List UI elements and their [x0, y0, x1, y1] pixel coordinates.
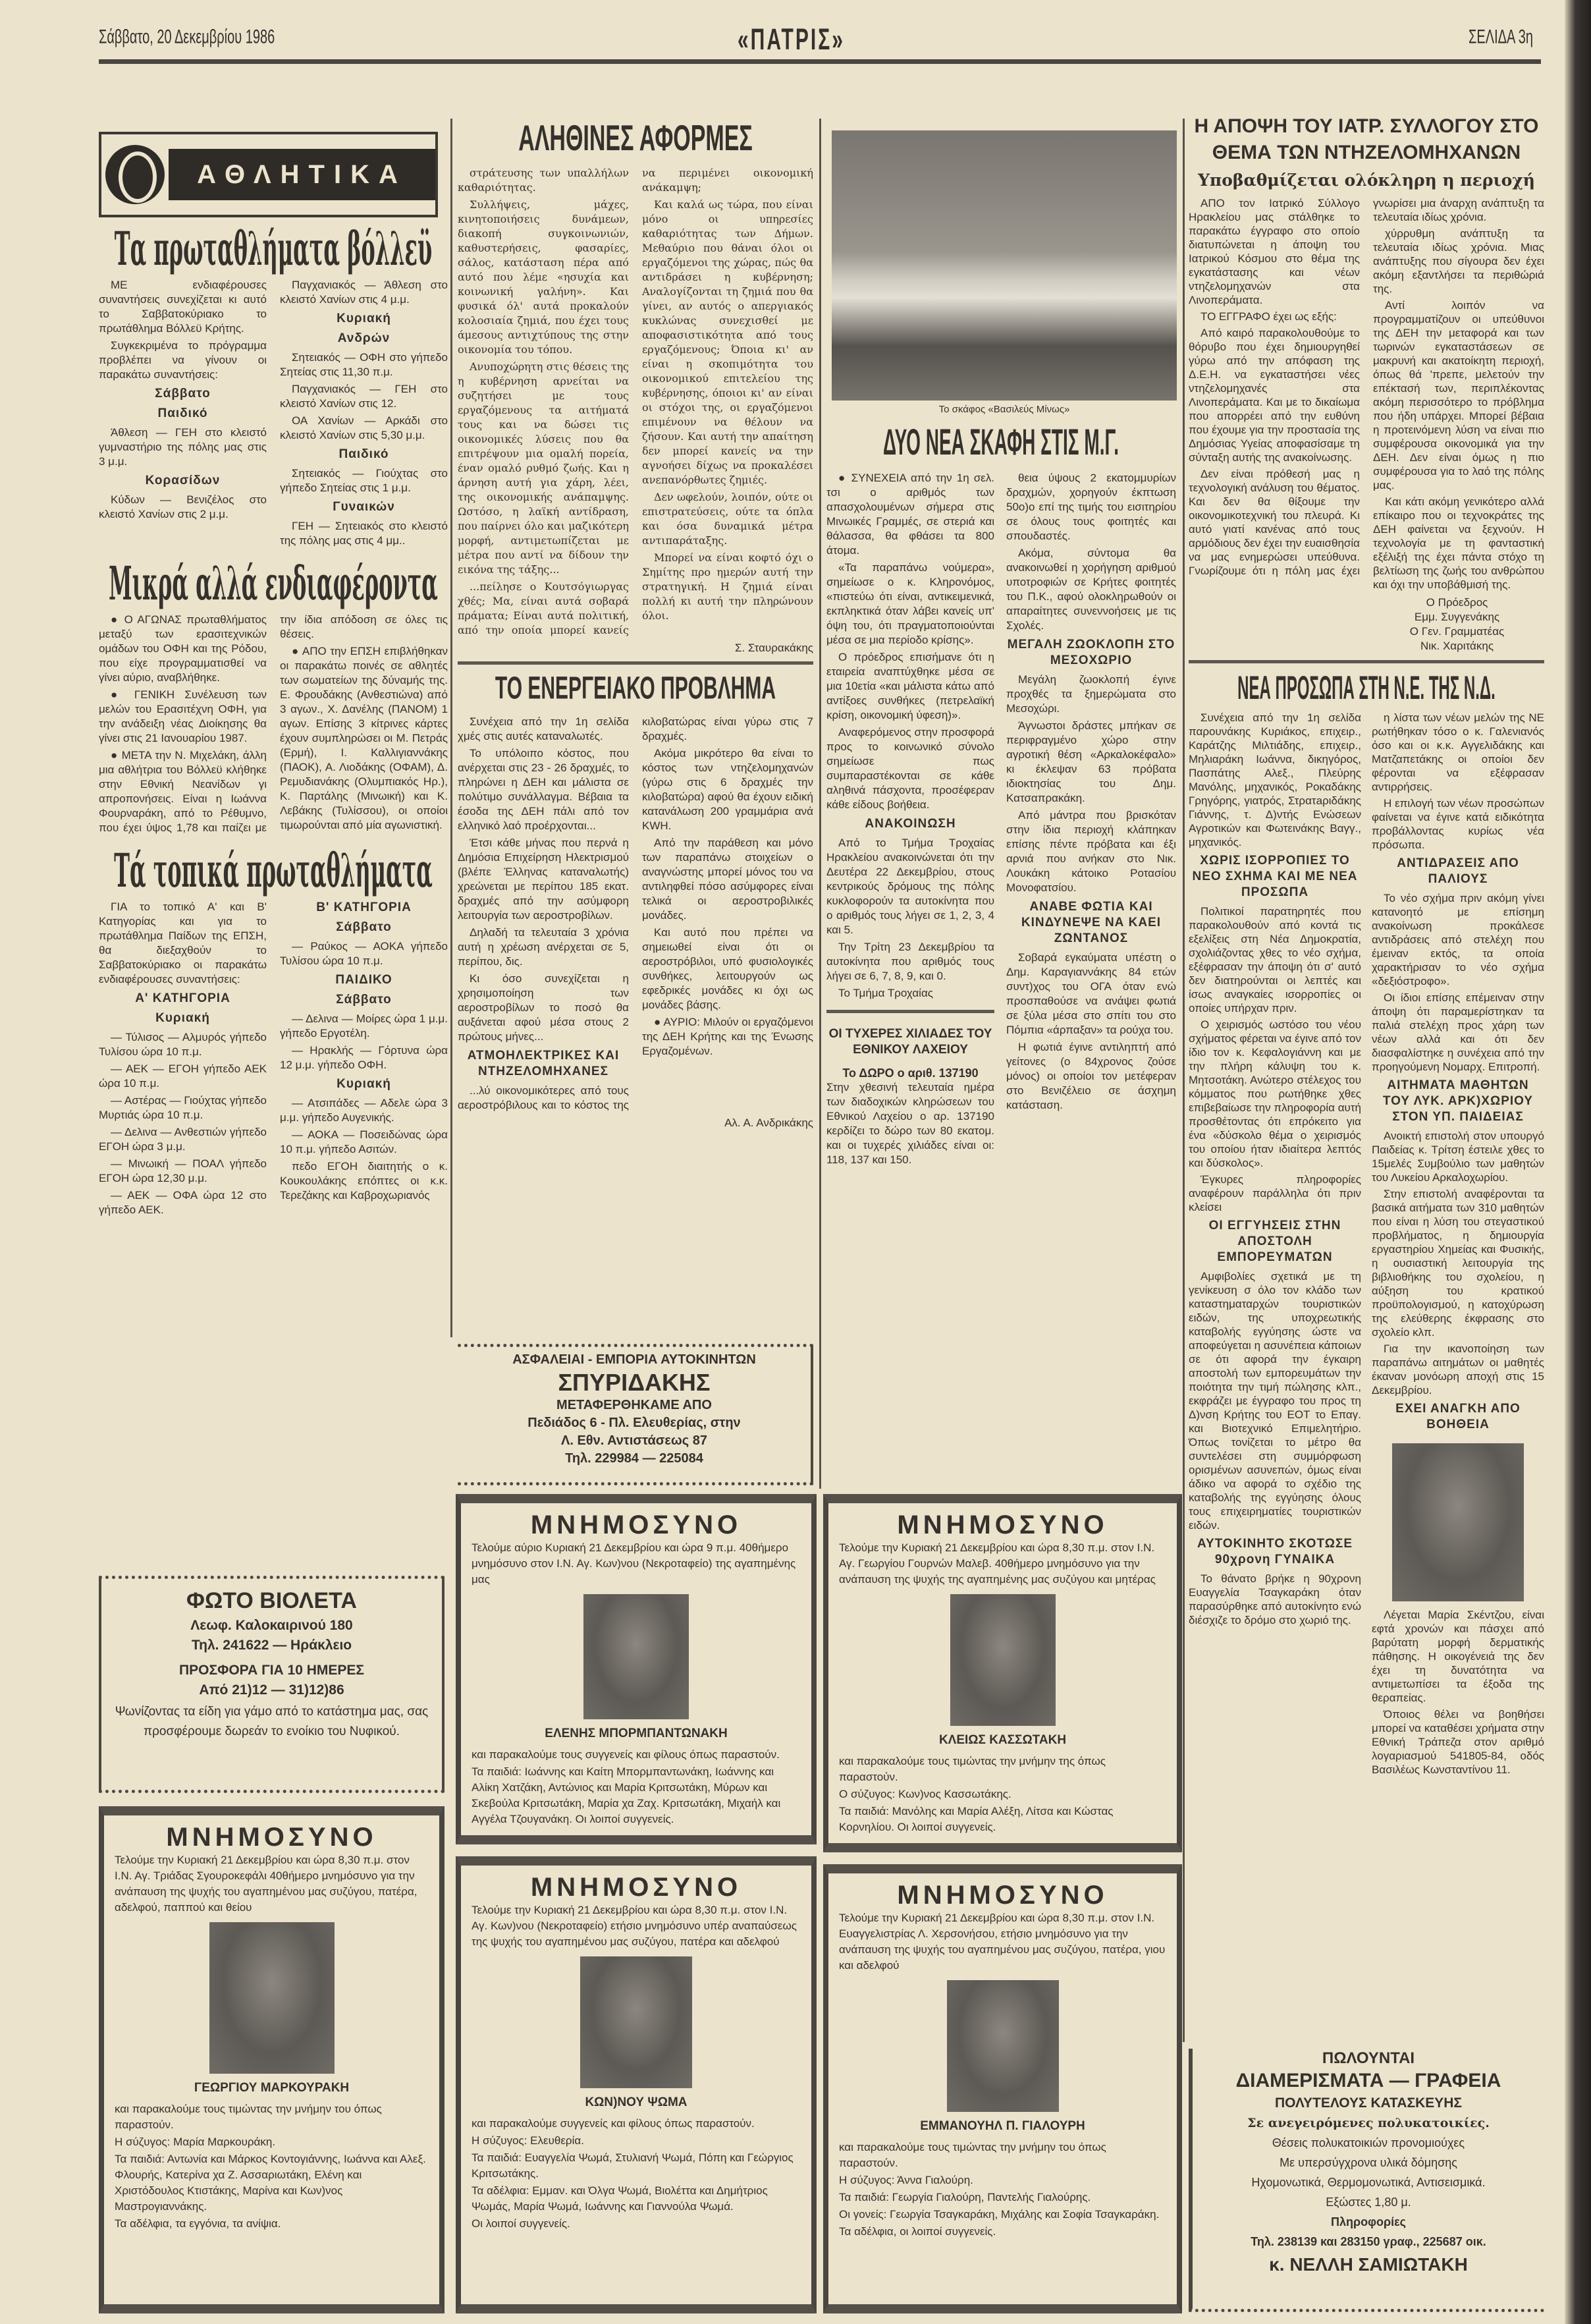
ad-line: ΠΩΛΟΥΝΤΑΙ	[1322, 2049, 1415, 2067]
paragraph: Λέγεται Μαρία Σκέντζου, είναι εφτά χρονών και πάσχει από βαρύτατη μορφή δερματικής πάθησης. Η οικογένειά της δεν έχει τη δυνατότητα να αντιμετωπίσει τα έξοδα της θεραπείας.	[1372, 1609, 1544, 1704]
real-estate-ad	[1189, 2049, 1544, 2312]
memorial-title: ΜΝΗΜΟΣΥΝΟ	[530, 1873, 742, 1902]
ad-offer: ΠΡΟΣΦΟΡΑ ΓΙΑ 10 ΗΜΕΡΕΣ	[178, 1663, 365, 1678]
ad-line: Με υπερσύγχρονα υλικά δόμησης	[1280, 2156, 1457, 2169]
column-b	[458, 119, 813, 1130]
memorial-line: Η σύζυγος: Ελευθερία.	[472, 2134, 584, 2147]
paragraph: Σητειακός — ΟΦΗ στο γήπεδο Σητείας στις 11,30 π.μ.	[280, 351, 448, 378]
subheading: Κυριακή	[337, 1077, 391, 1091]
subheading: Ανδρών	[337, 331, 391, 345]
portrait-photo	[947, 1980, 1059, 2112]
spyridakis-ad	[458, 1344, 813, 1485]
paragraph: — Δελινα — Ανθεστιών γήπεδο ΕΓΟΗ ώρα 3 μ.μ.	[99, 1126, 267, 1153]
memorial-intro: Τελούμε την Κυριακή 21 Δεκεμβρίου και ώρα 8,30 π.μ. στον Ι.Ν. Αγ. Κων)νου (Νεκροταφείο) ετήσιο μνημόσυνο υπέρ αναπαύσεως της ψυχής του αγαπημένου μας συζύγου, πατέρα και αδελφού	[472, 1904, 797, 1948]
memorial-line: Τα παιδιά: Γεωργία Γιαλούρη, Παντελής Γιαλούρης.	[839, 2191, 1091, 2203]
paragraph: Ακόμα μικρότερο θα είναι το κόστος των ντηζελομηχανών (γύρω στις 6 δραχμές την κιλοβατώρα) αφού θα έχουν ειδική κατανάλωση 200 γραμμάρια ανά KWH.	[642, 747, 813, 832]
memorial-line: και παρακαλούμε τους τιμώντας την μνήμην του όπως παραστούν.	[839, 2141, 1106, 2169]
paragraph: Παγχανιακός — ΓΕΗ στο κλειστό Χανίων στις 12.	[280, 383, 448, 410]
newspaper-name	[738, 24, 845, 57]
subheading: ΠΑΙΔΙΚΟ	[335, 973, 392, 987]
sports-logo-letters	[169, 149, 435, 200]
memorial-line: Ο σύζυγος: Κων)νος Κασσωτάκης.	[839, 1788, 1011, 1800]
paragraph: Δεν είναι πρόθεσή μας η τεχνολογική ανάλυση του θέματος. Και δεν θα θίξουμε την οικονομικοτεχνική του πλευρά. Κι αυτό γιατί κανένας από τους αρμόδιους δεν έχει την ευαισθησία να μας ενημερώσει υπεύθυνα. Γνωρίζουμε ότι η πόλη μας έχει γνωρίσει μια άναρχη ανάπτυξη τα τελευταία ιδίως χρόνια.	[1189, 197, 1544, 577]
issue-date	[99, 26, 275, 48]
paragraph: η λίστα των νέων μελών της ΝΕ ρωτήθηκαν τόσο ο κ. Γαλενιανός όσο και οι κ.κ. Αγγελιδάκης και Ματζαπετάκης οι οποίοι δεν φέρονται να εξέφρασαν αντιρρήσεις.	[1372, 711, 1544, 793]
paragraph: Κύδων — Βενιζέλος στο κλειστό Χανίων στις 2 μ.μ.	[99, 493, 267, 520]
paragraph: Άγνωστοι δράστες μπήκαν σε περιφραγμένο χώρο στην αγροτική θέση «Αρκαλοκέφαλο» κι έκλεψαν 63 πρόβατα ιδιοκτησίας του Δημ. Κατσαπρακάκη.	[1006, 719, 1176, 804]
paragraph: ● ΓΕΝΙΚΗ Συνέλευση των μελών του Ερασιτέχνη ΟΦΗ, για την ανάδειξη νέας Διοίκησης θα γίνει στις 21 Ιανουαρίου 1987.	[99, 688, 267, 744]
nd-right-column	[1372, 711, 1544, 1779]
memorial-line: Τα παιδιά: Αντωνία και Μάρκος Κοντογιάννης, Ιωάννα και Αλεξ. Φλουρής, Κατερίνα χα Ζ. Ασσαριωτάκη, Ελένη και Χριστόδουλος Κτιστάκης, Μαρίνα και Κων)νος Μαστρογιαννάκης.	[115, 2153, 426, 2213]
small-news-article	[99, 613, 448, 835]
paragraph: Και αυτό που πρέπει να σημειωθεί είναι ότι οι αεροστρόβιλοι, υπό φυσιολογικές συνθήκες, λειτουργούν ως εφεδρικές μονάδες κι όχι ως μονάδες βάσης.	[642, 926, 813, 1011]
memorial-line: Τα αδέλφια, οι λοιποί συγγενείς.	[839, 2225, 996, 2238]
subheading: ΑΤΜΟΗΛΕΚΤΡΙΚΕΣ ΚΑΙ ΝΤΗΖΕΛΟΜΗΧΑΝΕΣ	[467, 1049, 620, 1078]
nd-headline	[1189, 670, 1544, 711]
paragraph: Παγχανιακός — Άθλεση στο κλειστό Χανίων στις 4 μ.μ.	[280, 279, 448, 306]
paragraph: Έγκυρες πληροφορίες αναφέρουν παράλληλα ότι πριν κλείσει	[1189, 1173, 1361, 1213]
paragraph: Από καιρό παρακολουθούμε το θόρυβο που έχει δημιουργηθεί γύρω από την απόφαση της Δ.Ε.Η. να εγκαταστήσει νέες ντηζελομηχανές στα Λινοπεράματα. Και με το δικαίωμα που απορρέει από την ευθύνη που έχουμε για την προστασία της Δημόσιας Υγείας αποφασίσαμε τη σύνταξη αυτής της ανακοίνωσης.	[1189, 327, 1360, 464]
paragraph: Για την ικανοποίηση των παραπάνω αιτημάτων οι μαθητές έκαναν μονόωρη αποχή στις 15 Δεκεμβρίου.	[1372, 1342, 1544, 1397]
column-d	[1189, 113, 1544, 2312]
ad-address: Λεωφ. Καλοκαιρινού 180	[190, 1618, 353, 1633]
portrait-photo	[209, 1922, 335, 2074]
memorial-title: ΜΝΗΜΟΣΥΝΟ	[897, 1881, 1108, 1910]
paragraph: ΜΕ ενδιαφέρουσες συναντήσεις συνεχίζεται κι αυτό το Σαββατοκύριακο το πρωτάθλημα Βόλλεϋ Κρήτης.	[99, 279, 267, 335]
column-divider	[819, 119, 821, 1489]
ships-article-right	[1006, 471, 1176, 1115]
paragraph: Το νέο σχήμα πριν ακόμη γίνει κατανοητό με επίσημη ανακοίνωση προκάλεσε αντιδράσεις από στελέχη που έμειναν εκτός, τα οποία χαρακτήρισαν το νέο σχήμα «δεξιόστροφο».	[1372, 892, 1544, 987]
section-divider	[826, 1010, 994, 1013]
nd-columns	[1189, 711, 1544, 2038]
paragraph: — Τύλισος — Αλμυρός γήπεδο Τυλίσου ώρα 10 π.μ.	[99, 1031, 267, 1058]
ship-photo	[832, 130, 1177, 401]
paragraph: ...λύ οικονομικότερες από τους αεροστρόβιλους και το κόστος της κιλοβατώρας είναι γύρω στις 7 δραχμές.	[458, 715, 813, 1111]
paragraph: Όποιος θέλει να βοηθήσει μπορεί να καταθέσει χρήματα στην Εθνική Τράπεζα στον αριθμό λογαριασμού 541805-84, οδός Βασιλέως Κωνσταντίνου 11.	[1372, 1708, 1544, 1776]
child-photo	[1392, 1443, 1524, 1601]
paragraph: — Ηρακλής — Γόρτυνα ώρα 12 μ.μ. γήπεδο ΟΦΗ.	[280, 1044, 448, 1071]
memorials-column-c	[823, 1494, 1182, 2313]
nd-article-left	[1189, 711, 1361, 1630]
volley-article	[99, 278, 448, 548]
ad-line: ΔΙΑΜΕΡΙΣΜΑΤΑ — ΓΡΑΦΕΙΑ	[1235, 2070, 1501, 2091]
paragraph: Δεν ωφελούν, λοιπόν, ούτε οι επιστρατεύσεις, ούτε τα όπλα και όσα δυναμικά μέτρα αντιπαράταξης.	[642, 491, 813, 547]
memorial-intro: Τελούμε την Κυριακή 21 Δεκεμβρίου και ώρα 8,30 π.μ. στον Ι.Ν. Αγ. Τριάδας Σγουροκεφάλι 40θήμερο μνημόσυνο για την ανάπαυση της ψυχής του αγαπημένου μας συζύγου, πατέρα, αδελφού, παππού και θείου	[115, 1854, 418, 1914]
paragraph: Άθλεση — ΓΕΗ στο κλειστό γυμναστήριο της πόλης μας στις 3 μ.μ.	[99, 426, 267, 468]
local-championships-headline-text: Τά τοπικά πρωταθλήματα	[114, 843, 433, 899]
ad-shop-name: ΦΩΤΟ ΒΙΟΛΕΤΑ	[186, 1588, 357, 1613]
ad-line: Εξώστες 1,80 μ.	[1326, 2196, 1411, 2209]
ad-line: Θέσεις πολυκατοικιών προνομιούχες	[1272, 2136, 1465, 2149]
paragraph: Η φωτιά έγινε αντιληπτή από γείτονες (ο 84χρονος ζούσε μόνος) οι οποίοι τον μετέφεραν στο Βενιζέλειο σε άσχημη κατάσταση.	[1006, 1041, 1176, 1111]
opinion-headline	[458, 119, 813, 161]
paragraph: ...πείλησε ο Κουτσόγιωργας χθές; Μα, είναι αυτά σοβαρά πράματα; Είναι αυτά πολιτική, από την οποία μπορεί κανείς να περιμένει οικονομική ανάκαμψη;	[458, 167, 813, 636]
paragraph: Μπορεί να είναι κοφτό όχι ο Σημίτης προ ημερών αυτή την στρατηγική. Η ζημιά είναι πολλή κι αυτή την πληρώνουν όλοι.	[642, 551, 813, 622]
paragraph: Το υπόλοιπο κόστος, που ανέρχεται στις 23 - 26 δραχμές, το πληρώνει η ΔΕΗ και μάλιστα σε πολύτιμο συνάλλαγμα. Βέβαια τα έσοδα της ΔΕΗ πάλι από τον ελληνικό λαό προέρχονται...	[458, 747, 629, 832]
subheading: Β' ΚΑΤΗΓΟΡΙΑ	[316, 900, 412, 914]
memorial-line: και παρακαλούμε τους συγγενείς και φίλους όπως παραστούν.	[472, 1748, 780, 1761]
subheading: Παιδικό	[157, 406, 208, 420]
memorial-line: Τα παιδιά: Ιωάννης και Καίτη Μπορμπαντωνάκη, Ιωάννης και Αλίκη Χατζάκη, Αντώνιος και Μαρία Κριτσωτάκη, Μύρων και Σκεβούλα Κριτσωτάκη, Μαρία χα Ζαχ. Κριτσωτάκη, Μιχαήλ και Αγγέλα Τζουγανάκη. Οι λοιποί συγγενείς.	[472, 1765, 781, 1825]
paragraph: — Αστέρας — Γιούχτας γήπεδο Μυρτιάς ώρα 10 π.μ.	[99, 1094, 267, 1121]
paragraph: Έτσι κάθε μήνας που περνά η Δημόσια Επιχείρηση Ηλεκτρισμού (βλέπε Έλληνας καταναλωτής) χρεώνεται με περίπου 185 εκατ. δραχμές από την ασύμφορη λειτουργία των αεροστροβίλων.	[458, 837, 629, 922]
subheading: Κυριακή	[337, 312, 391, 325]
memorial-line: και παρακαλούμε τους τιμώντας την μνήμην της όπως παραστούν.	[839, 1755, 1106, 1783]
deceased-name: ΓΕΩΡΓΙΟΥ ΜΑΡΚΟΥΡΑΚΗ	[194, 2081, 350, 2095]
paragraph: ● ΑΥΡΙΟ: Μιλούν οι εργαζόμενοι της ΔΕΗ Κρήτης και της Ένωσης Εργαζομένων.	[642, 1016, 813, 1057]
column-divider	[1183, 119, 1185, 2042]
deceased-name: ΚΛΕΙΩΣ ΚΑΣΣΩΤΑΚΗ	[938, 1733, 1067, 1747]
paragraph: ● ΑΠΟ την ΕΠΣΗ επιβλήθηκαν οι παρακάτω ποινές σε αθλητές των σωματείων της δύναμής της. Ε. Φρουδάκης (Ανθεστιώνα) από 3 αγων., Χ. Δανέλης (ΠΑΝΟΜ) 1 αγων. Επίσης 3 κίτρινες κάρτες έχουν συμπληρώσει οι Μ. Πετράς (Ερμή), Ι. Καλλιγιαννάκης (ΠΑΟΚ), Α. Λιοδάκης (ΟΦΑΜ), Δ. Ρεμυδιανάκης (Ολυμπιακός Ηρ.), Κ. Παρτάλης (Μινωική) και Κ. Λεβάκης (Τυλίσσου), οι οποίοι τιμωρούνται από μία αγωνιστική.	[280, 645, 448, 831]
issue-date-text: Σάββατο, 20 Δεκεμβρίου 1986	[99, 26, 275, 48]
paragraph: ΑΠΟ τον Ιατρικό Σύλλογο Ηρακλείου μας στάλθηκε το παρακάτω έγγραφο στο οποίο διατυπώνεται η άποψη του Ιατρικού Κόσμου στο θέμα της εγκατάστασης και νέων ντηζελομηχανών στα Λινοπεράματα.	[1189, 197, 1360, 306]
ad-text: ΜΕΤΑΦΕΡΘΗΚΑΜΕ ΑΠΟ	[556, 1398, 712, 1412]
memorial-intro: Τελούμε την Κυριακή 21 Δεκεμβρίου και ώρα 8,30 π.μ. στον Ι.Ν. Ευαγγελιστρίας Λ. Χερσονήσου, ετήσιο μνημόσυνο για την ανάπαυση της ψυχής του αγαπημένου μας συζύγου, πατέρα, γιου και αδελφού	[839, 1912, 1166, 1972]
paragraph: Από την παράθεση και μόνο των παραπάνω στοιχείων ο αναγνώστης μπορεί μόνος του να αντιληφθεί πόσο ασύμφορες είναι τελικά οι αεροστροβιλικές μονάδες.	[642, 837, 813, 922]
paragraph: ΟΑ Χανίων — Αρκάδι στο κλειστό Χανίων στις 5,30 μ.μ.	[280, 414, 448, 441]
section-divider	[1189, 660, 1544, 663]
subheading: Σάββατο	[336, 993, 392, 1007]
paragraph: Ανυποχώρητη στις θέσεις της η κυβέρνηση αρνείται να συζητήσει με τους εργαζόμενους τα αιτήματά τους και να δώσει τις οικονομικές λύσεις που θα επιτρέψουν μια ομαλή πορεία, έναν ομαλό ρυθμό ζωής. Και η άρνηση αυτή για χάρη, λέει, της οικονομικής ανάπαμψης. Ωστόσο, η λαϊκή αντίδραση, που παίρνει όλο και μαζικότερη μορφή, αντιμετωπίζεται με μέτρα που αντί να δίδουν την εικόνα της τάξης...	[458, 360, 629, 576]
ships-article-left	[826, 471, 994, 1003]
memorial-line: Τα παιδιά: Ευαγγελία Ψωμά, Στυλιανή Ψωμά, Πόπη και Γεώργιος Κριτσωτάκης.	[472, 2151, 794, 2180]
paragraph: ΤΟ ΕΓΓΡΑΦΟ έχει ως εξής:	[1200, 310, 1337, 323]
memorial-line: και παρακαλούμε συγγενείς και φίλους όπως παραστούν.	[472, 2117, 755, 2130]
portrait-photo	[950, 1594, 1056, 1726]
ad-phone: Τηλ. 229984 — 225084	[565, 1451, 703, 1466]
subheading: Σάββατο	[336, 920, 392, 934]
local-championships-article	[99, 900, 448, 1217]
memorial-line: Τα αδέλφια: Εμμαν. και Όλγα Ψωμά, Βιολέττα και Δημήτριος Ψωμάς, Μαρία Ψωμά, Ιωάννης και Γιαννούλα Ψωμά.	[472, 2184, 768, 2213]
memorial-intro: Τελούμε αύριο Κυριακή 21 Δεκεμβρίου και ώρα 9 π.μ. 40θήμερο μνημόσυνο στον Ι.Ν. Αγ. Κων)νου (Νεκροταφείο) της αγαπημένης μας	[472, 1541, 796, 1586]
sports-column	[99, 132, 448, 1217]
ad-text: Ψωνίζοντας τα είδη για γάμο από το κατάστημα μας, σας προσφέρουμε δωρεάν το ενοίκιο του Νυφικού.	[115, 1705, 429, 1738]
paragraph: Ακόμα, σύντομα θα ανακοινωθεί η χορήγηση αριθμού υποτροφιών σε Κρήτες φοιτητές του Π.Κ., αφού ολοκληρωθούν οι απαραίτητες συνεννοήσεις με τις Σχολές.	[1006, 547, 1176, 632]
doctors-article	[1189, 196, 1544, 592]
paragraph: Από μάντρα που βρισκόταν στην ίδια περιοχή κλάπηκαν επίσης πέντε πρόβατα και έξι αρνιά που ανήκαν στο Νικ. Λουκάκη κάτοικο Ροτασίου Μονοφατσίου.	[1006, 809, 1176, 894]
paragraph: στράτευσης των υπαλλήλων καθαριότητας.	[458, 167, 629, 194]
subheading: ΑΙΤΗΜΑΤΑ ΜΑΘΗΤΩΝ ΤΟΥ ΛΥΚ. ΑΡΚ)ΧΩΡΙΟΥ ΣΤΟΝ ΥΠ. ΠΑΙΔΕΙΑΣ	[1382, 1078, 1534, 1124]
memorial-notice	[823, 1864, 1182, 2313]
energy-article	[458, 715, 813, 1113]
help-article	[1372, 1608, 1544, 1779]
paragraph: ΓΙΑ το τοπικό Α' και Β' Κατηγορίας και για το πρωτάθλημα Παίδων της ΕΠΣΗ, θα διεξαχθούν το Σαββατοκύριακο οι παρακάτω ενδιαφέρουσες συναντήσεις:	[99, 900, 267, 985]
deceased-name: ΚΩΝ)ΝΟΥ ΨΩΜΑ	[585, 2095, 688, 2109]
subheading: Παιδικό	[338, 447, 389, 461]
opinion-author: Σ. Σταυρακάκης	[734, 642, 813, 654]
paragraph: Το Τμήμα Τροχαίας	[838, 987, 933, 999]
paragraph: ΓΕΗ — Σητειακός στο κλειστό της πόλης μας στις 4 μμ..	[280, 520, 448, 547]
paragraph: — ΑΕΚ — ΕΓΟΗ γήπεδο ΑΕΚ ώρα 10 π.μ.	[99, 1063, 267, 1090]
memorial-notice	[99, 1806, 445, 2313]
paragraph: Το θάνατο βρήκε η 90χρονη Ευαγγελία Τσαγκαράκη όταν παρασύρθηκε από αυτοκίνητο ενώ διέσχιζε το δρόμο στο χωριό της.	[1189, 1572, 1361, 1626]
subheading: ΑΝΑΒΕ ΦΩΤΙΑ ΚΑΙ ΚΙΝΔΥΝΕΨΕ ΝΑ ΚΑΕΙ ΖΩΝΤΑΝΟΣ	[1021, 900, 1162, 945]
small-news-headline	[99, 557, 448, 613]
deceased-name: ΕΛΕΝΗΣ ΜΠΟΡΜΠΑΝΤΩΝΑΚΗ	[545, 1727, 728, 1740]
lottery-text: Στην χθεσινή τελευταία ημέρα των διαδοχικών κληρώσεων του Εθνικού Λαχείου ο αρ. 137190 κερδίζει το δώρο των 80 εκατομ. και οι τυχερές χιλιάδες είναι οι: 118, 137 και 150.	[826, 1081, 994, 1166]
subheading: ΑΥΤΟΚΙΝΗΤΟ ΣΚΟΤΩΣΕ 90χρονη ΓΥΝΑΙΚΑ	[1197, 1537, 1353, 1566]
ad-phone: Τηλ. 238139 και 283150 γραφ., 225687 οικ.	[1251, 2235, 1486, 2248]
signature-name: Νικ. Χαριτάκης	[1420, 640, 1494, 652]
sports-section-logo	[99, 132, 438, 217]
ad-headline: ΑΣΦΑΛΕΙΑΙ - ΕΜΠΟΡΙΑ ΑΥΤΟΚΙΝΗΤΩΝ	[512, 1352, 756, 1367]
subheading: ΕΧΕΙ ΑΝΑΓΚΗ ΑΠΟ ΒΟΗΘΕΙΑ	[1395, 1402, 1521, 1431]
section-divider	[458, 661, 813, 665]
masthead-rule	[99, 59, 1541, 64]
paragraph: θεια ύψους 2 εκατομμυρίων δραχμών, χορηγούν έκπτωση 50ο)ο επί της τιμής του εισιτηρίου σε όλους τους φοιτητές και σπουδαστές.	[1006, 472, 1176, 542]
portrait-photo	[580, 1956, 692, 2088]
ad-line: Ηχομονωτικά, Θερμομονωτικά, Αντισεισμικά.	[1251, 2176, 1486, 2189]
paragraph: Την Τρίτη 23 Δεκεμβρίου τα αυτοκίνητα που αριθμός τους λήγει σε 6, 7, 8, 9, και 0.	[826, 941, 994, 982]
ad-line: Πληροφορίες	[1330, 2215, 1407, 2228]
signature-name: Εμμ. Συγγενάκης	[1414, 611, 1500, 623]
paragraph: Στην επιστολή αναφέρονται τα βασικά αιτήματα των 310 μαθητών που είναι η λύση του στεγαστικού προβλήματος, η δημιουργία εργαστηρίου Χημείας και Φυσικής, η ουσιαστική λειτουργία της βιβλιοθήκης του σχολείου, η αύξηση του κρατικού προϋπολογισμού, η κατοχύρωση της ελεύθερης έκφρασης στο σχολείο κλπ.	[1372, 1188, 1544, 1339]
page-edge	[1565, 0, 1591, 2324]
subheading: ΧΩΡΙΣ ΙΣΟΡΡΟΠΙΕΣ ΤΟ ΝΕΟ ΣΧΗΜΑ ΚΑΙ ΜΕ ΝΕΑ ΠΡΟΣΩΠΑ	[1192, 854, 1358, 899]
paragraph: Συγκεκριμένα το πρόγραμμα προβλέπει να γίνουν οι παρακάτω συναντήσεις:	[99, 339, 267, 381]
paragraph: χύρρυθμη ανάπτυξη τα τελευταία ιδίως χρόνια. Μιας ανάπτυξης που σίγουρα δεν έχει ακόμη εξαντλήσει τα περιθώριά της.	[1373, 227, 1544, 295]
subheading: Κορασίδων	[145, 474, 221, 487]
page-number-text: ΣΕΛΙΔΑ 3η	[1469, 26, 1534, 48]
signature-role: Ο Πρόεδρος	[1426, 596, 1488, 609]
volley-headline	[99, 223, 448, 278]
memorial-line: Τα αδέλφια, τα εγγόνια, τα ανίψια.	[115, 2217, 281, 2230]
subheading: Γυναικών	[333, 500, 395, 514]
paragraph: — Δελινα — Μοίρες ώρα 1 μ.μ. γήπεδο Εργοτέλη.	[280, 1012, 448, 1039]
energy-headline-text: ΤΟ ΕΝΕΡΓΕΙΑΚΟ ΠΡΟΒΛΗΜΑ	[495, 671, 776, 706]
subheading: ΑΝΤΙΔΡΑΣΕΙΣ ΑΠΟ ΠΑΛΙΟΥΣ	[1397, 856, 1519, 886]
small-news-headline-text: Μικρά αλλά ενδιαφέροντα	[109, 555, 438, 611]
lottery-article	[826, 1026, 994, 1167]
page-number	[1469, 26, 1534, 48]
paragraph: ● Ο ΑΓΩΝΑΣ πρωταθλήματος μεταξύ των ερασιτεχνικών ομάδων του ΟΦΗ και της Ρόδου, που είχε προγραμματισθεί να γίνει αύριο, αναβλήθηκε.	[99, 613, 267, 684]
paragraph: Σοβαρά εγκαύματα υπέστη ο Δημ. Καραγιαννάκης 84 ετών συντ)χος του ΟΓΑ όταν ενώ προσπαθούσε να ανάψει φωτιά σε ξύλα μέσα στο σπίτι του στο Πόμπια «άρπαξαν» τα ρούχα του.	[1006, 951, 1176, 1036]
memorials-column-b	[456, 1494, 817, 2313]
paragraph: Κι όσο συνεχίζεται η χρησιμοποίηση των αεροστροβίλων το ποσό θα αυξάνεται αφού μέσα στους 2 πρώτους μήνες...	[458, 972, 629, 1043]
memorial-line: Η σύζυγος: Άννα Γιαλούρη.	[839, 2174, 973, 2186]
subheading: ΑΝΑΚΟΙΝΩΣΗ	[865, 817, 956, 831]
paragraph: Ο πρόεδρος επισήμανε ότι η εταιρεία αναπτύχθηκε μέσα σε μια 10ετία «και μάλιστα κάτω από αντίξοες συνθήκες (πετρελαϊκή κρίση, οικονομική ύφεση)».	[826, 651, 994, 721]
paragraph: Η επιλογή των νέων προσώπων φαίνεται να έγινε κατά ειδικότητα προβάλλοντας κυρίως νέα πρόσωπα.	[1372, 797, 1544, 851]
nd-article-right	[1372, 711, 1544, 1437]
memorial-line: Οι γονείς: Γεωργία Τσαγκαράκη, Μιχάλης και Σοφία Τσαγκαράκη.	[839, 2208, 1160, 2221]
lottery-headline: ΟΙ ΤΥΧΕΡΕΣ ΧΙΛΙΑΔΕΣ ΤΟΥ ΕΘΝΙΚΟΥ ΛΑΧΕΙΟΥ	[828, 1027, 992, 1057]
memorial-line: Τα παιδιά: Μανόλης και Μαρία Αλέξη, Λίτσα και Κώστας Κορνηλίου. Οι λοιποί συγγενείς.	[839, 1805, 1114, 1833]
paragraph: Μεγάλη ζωοκλοπή έγινε προχθές τα ξημερώματα στο Μεσοχώρι.	[1006, 673, 1176, 715]
opinion-article	[458, 166, 813, 638]
newspaper-name-text: «ΠΑΤΡΙΣ»	[738, 24, 845, 57]
subheading: ΜΕΓΑΛΗ ΖΩΟΚΛΟΠΗ ΣΤΟ ΜΕΣΟΧΩΡΙΟ	[1007, 638, 1175, 667]
deceased-name: ΕΜΜΑΝΟΥΗΛ Π. ΓΙΑΛΟΥΡΗ	[920, 2119, 1085, 2133]
paragraph: Και κάτι ακόμη γενικότερο αλλά επίκαιρο που οι τεχνοκράτες της ΔΕΗ φαίνεται να ξεχνούν. Η τεχνολογία με τη φανταστική εξέλιξή της έχει πάντα στόχο τη βελτίωση της ζωής του ανθρώπου και όχι την υποβάθμισή της.	[1373, 495, 1544, 591]
paragraph: Συλλήψεις, μάχες, κινητοποιήσεις δυνάμεων, διακοπή συγκοινωνιών, καθυστερήσεις, φασαρίες, σάλος, κατάσταση πέρα από αυτό που λέμε «ησυχία και κοινωνική γαλήνη». Και φυσικά όλ' αυτά προκαλούν κολοσιαία ζημιά, που έχει τους άμεσους αντιχτύπους της στην οικονομία του τόπου.	[458, 198, 629, 356]
paragraph: ● ΣΥΝΕΧΕΙΑ από την 1η σελ. τσι ο αριθμός των απασχολουμένων σήμερα στις Μινωικές Γραμμές, σε στεριά και θάλασσα, θα φθάσει τα 800 άτομα.	[826, 472, 994, 557]
paragraph: Σητειακός — Γιούχτας στο γήπεδο Σητείας στις 1 μ.μ.	[280, 467, 448, 494]
memorial-title: ΜΝΗΜΟΣΥΝΟ	[530, 1510, 742, 1539]
memorial-line: Η σύζυγος: Μαρία Μαρκουράκη.	[115, 2136, 276, 2148]
energy-headline	[458, 671, 813, 709]
paragraph: Από το Τμήμα Τροχαίας Ηρακλείου ανακοινώνεται ότι την Δευτέρα 22 Δεκεμβρίου, στους κεντρικούς δρόμους της πόλης κυκλοφορούν τα αυτοκίνητα που ο αριθμός τους λήγει σε 1, 2, 3, 4 και 5.	[826, 837, 994, 936]
ad-contact-name: κ. ΝΕΛΛΗ ΣΑΜΙΩΤΑΚΗ	[1269, 2254, 1468, 2275]
paragraph: — Μινωική — ΠΟΑΛ γήπεδο ΕΓΟΗ ώρα 12,30 μ.μ.	[99, 1157, 267, 1184]
subheading: Α' ΚΑΤΗΓΟΡΙΑ	[135, 991, 230, 1005]
ships-column-left	[826, 471, 994, 1167]
ad-line: ΠΟΛΥΤΕΛΟΥΣ ΚΑΤΑΣΚΕΥΗΣ	[1274, 2095, 1463, 2111]
ad-line: Σε ανεγειρόμενες πολυκατοικίες.	[1247, 2116, 1490, 2130]
ad-company-name: ΣΠΥΡΙΔΑΚΗΣ	[558, 1369, 711, 1396]
paragraph: Συνέχεια από την 1η σελίδα παρουνάκης Κυριάκος, επιχειρ., Καράτζης Μιλτιάδης, επιχειρ., Μηλιαράκη Ιωάννα, δικηγόρος, Πασπάτης Αλεξ., Πλεύρης Μανόλης, μηχανικός, Ροκαδάκης Γρηγόρης, γιατρός, Στρατaριδάκης Γιάννης, τ. Δ)ντής Ενώσεων Αγροτικών και Φωτεινάκης Βαγγ., μηχανικός.	[1189, 711, 1361, 848]
subheading: ΟΙ ΕΓΓΥΗΣΕΙΣ ΣΤΗΝ ΑΠΟΣΤΟΛΗ ΕΜΠΟΡΕΥΜΑΤΩΝ	[1208, 1219, 1341, 1264]
paragraph: Και καλά ως τώρα, που είναι μόνο οι υπηρεσίες καθαριότητας των Δήμων. Μεθαύριο που θάναι όλοι οι εργαζόμενοι της χώρας, πώς θα αντιδράσει η κυβέρνηση; Αναλογίζονται τη ζημιά που θα γίνει, αν αυτός ο απεργιακός κυκλώνας συνεχισθεί με αποφασιστικότητα από τους εργαζόμενους; Όποια κι' αν είναι η σκοπιμότητα του οικονομικού επιτελείου της κυβέρνησης, όποιοι κι' αν είναι οι στόχοι της, οι εργαζόμενοι επιμένουν να θέλουν να ζήσουν. Και αυτή την απαίτηση δεν μπορεί κανείς να την αγνοήσει δίχως να προκαλέσει ανεπανόρθωτες ζημιές.	[642, 198, 813, 486]
local-championships-headline	[99, 844, 448, 900]
memorial-line: Οι λοιποί συγγενείς.	[472, 2217, 570, 2230]
column-divider	[450, 119, 452, 1337]
paragraph: Αναφερόμενος στην προσφορά προς το κοινωνικό σύνολο σημείωσε πως συμπαραστέκονται σε κάθε αληθινά πάσχοντα, προσέφεραν κάθε είδους βοήθεια.	[826, 726, 994, 811]
ships-headline-text: ΔΥΟ ΝΕΑ ΣΚΑΦΗ ΣΤΙΣ Μ.Γ.	[882, 422, 1119, 462]
paragraph: Αμφιβολίες σχετικά με τη γενίκευση σ όλο τον κλάδο των καταστηματαρχών τουριστικών ειδών, της υποχρεωτικής καταβολής εγγύησης ώστε να αποφεύγεται η ασυνέπεια κάποιων σε ότι αφορά την έγκαιρη αποστολή των εμπορευμάτων την ποιότητα την τιμή πώλησης κλπ., εκφράζει με έγγραφο του προς τη Δ)νση Κρήτης του ΕΟΤ το Επαγ. και Βιοτεχνικό Επιμελητήριο. Όπως τονίζεται το μέτρο θα συντελέσει στη συμμόρφωση ορισμένων ασυνεπών, όμως είναι άδικο να αφορά το σχέδιο της καταβολής της εγγύησης όλους τους επιχειρηματίες τουριστικών ειδών.	[1189, 1270, 1361, 1532]
photo-violeta-ad	[99, 1576, 445, 1793]
portrait-photo	[583, 1594, 689, 1719]
paragraph: Ο χειρισμός ωστόσο του νέου σχήματος φέρεται να έγινε από τον ίδιο τον κ. Κεφαλογιάννη και με την πλήρη κάλυψη του κ. Μητσοτάκη. Ανώτερο στέλεχος του κόμματος που ρωτήθηκε χθες επιβεβαίωσε την πληροφορία αυτή προσθέτοντας ότι επρόκειτο για ένα «δύσκολο θέμα ο χειρισμός του οποίου ήταν ιδιαίτερα λεπτός και δύσκολος».	[1189, 1018, 1361, 1169]
paragraph: Ανοικτή επιστολή στον υπουργό Παιδείας κ. Τρίτση έστειλε χθες το 15μελές Συμβούλιο των μαθητών του Λυκείου Αρκαλοχωρίου.	[1372, 1130, 1544, 1184]
ad-new-address: Λ. Εθν. Αντιστάσεως 87	[560, 1433, 708, 1448]
lottery-subheading: Το ΔΩΡΟ ο αριθ. 137190	[842, 1066, 979, 1080]
paragraph: πεδο ΕΓΟΗ διαιτητής ο κ. Κουκουλάκης επόπτες οι κ.κ. Τερεζάκης και Καβροχωριανός	[280, 1160, 448, 1202]
signature-role: Ο Γεν. Γραμματέας	[1409, 625, 1505, 638]
paragraph: — Ραύκος — ΑΟΚΑ γήπεδο Τυλίσου ώρα 10 π.μ.	[280, 940, 448, 967]
doctors-signatures	[1370, 595, 1544, 653]
paragraph: — ΑΕΚ — ΟΦΑ ώρα 12 στο γήπεδο ΑΕΚ.	[99, 1189, 267, 1216]
ad-old-address: Πεδιάδος 6 - Πλ. Ελευθερίας, στην	[527, 1416, 741, 1430]
doctors-subtitle: Υποβαθμίζεται ολόκληρη η περιοχή	[1198, 171, 1535, 190]
paragraph: — Ατσιπάδες — Αδελε ώρα 3 μ.μ. γήπεδο Αυγενικής.	[280, 1097, 448, 1124]
sports-logo-text: ΑΘΛΗΤΙΚΑ	[197, 159, 407, 189]
opinion-headline-text: ΑΛΗΘΙΝΕΣ ΑΦΟΡΜΕΣ	[518, 119, 753, 159]
volleyball-icon	[105, 145, 165, 204]
ships-headline	[826, 422, 1175, 465]
paragraph: — ΑΟΚΑ — Ποσειδώνας ώρα 10 π.μ. γήπεδο Ασιτών.	[280, 1128, 448, 1155]
ad-phone: Τηλ. 241622 — Ηράκλειο	[191, 1638, 352, 1653]
paragraph: «Τα παραπάνω νούμερα», σημείωσε ο κ. Κληρονόμος, «πιστεύω ότι είναι, αντικειμενικά, εκπληκτικά όταν λάβει κανείς υπ' όψη του, ότι πραγματοποιούνται μέσα σε μια περίοδο κρίσης».	[826, 561, 994, 646]
memorial-notice	[456, 1856, 817, 2313]
memorial-notice	[823, 1494, 1182, 1852]
nd-headline-text: ΝΕΑ ΠΡΟΣΩΠΑ ΣΤΗ Ν.Ε. ΤΗΣ Ν.Δ.	[1237, 670, 1496, 707]
memorial-title: ΜΝΗΜΟΣΥΝΟ	[897, 1510, 1108, 1539]
paragraph: Συνέχεια από την 1η σελίδα χμές στις αυτές καταναλωτές.	[458, 715, 629, 742]
ad-dates: Από 21)12 — 31)12)86	[199, 1682, 344, 1698]
paragraph: ● ΜΕΤΑ την Ν. Μιχελάκη, άλλη μια αθλήτρια του Βόλλεϋ κλήθηκε στην Εθνική Νεανίδων γι απροπονήσεις. Είναι η Ιωάννα Φουρναράκη, από το Ρέθυμνο, που έχει ύψος 1,78 και παίζει με την ίδια απόδοση σε όλες τις θέσεις.	[99, 613, 448, 834]
doctors-headline: Η ΑΠΟΨΗ ΤΟΥ ΙΑΤΡ. ΣΥΛΛΟΓΟΥ ΣΤΟ ΘΕΜΑ ΤΩΝ ΝΤΗΖΕΛΟΜΗΧΑΝΩΝ	[1194, 115, 1539, 163]
volley-headline-text: Τα πρωταθλήματα βόλλεϋ	[114, 221, 433, 277]
subheading: Σάββατο	[155, 387, 211, 401]
photo-caption: Το σκάφος «Βασιλεύς Μίνως»	[938, 404, 1070, 415]
paragraph: Πολιτικοί παρατηρητές που παρακολουθούν από κοντά τις εξελίξεις στη Νέα Δημοκρατία, σχολιάζοντας χθες το νέο σχήμα, εξέφρασαν την άποψη ότι σ' αυτό δεν διατηρούνται οι λεπτές και ίσως αναγκαίες ισορροπίες οι οποίες υπήρχαν πριν.	[1189, 905, 1361, 1014]
paragraph: Οι ίδιοι επίσης επέμειναν στην άποψη ότι παραμερίστηκαν τα παλιά στελέχη προς χάρη των νέων αλλά και ότι δεν διασφαλίστηκε η συνέχεια από την προηγούμενη Νομαρχ. Επιτροπή.	[1372, 991, 1544, 1073]
memorial-intro: Τελούμε την Κυριακή 21 Δεκεμβρίου και ώρα 8,30 π.μ. στον Ι.Ν. Αγ. Γεωργίου Γουρνών Μαλεβ. 40θήμερο μνημόσυνο για την ανάπαυση της ψυχής της αγαπημένης μας συζύγου και μητέρας	[839, 1541, 1156, 1586]
energy-author: Αλ. Α. Ανδρικάκης	[724, 1117, 813, 1129]
memorial-title: ΜΝΗΜΟΣΥΝΟ	[166, 1823, 377, 1852]
paragraph: Δηλαδή τα τελευταία 3 χρόνια αυτή η χρέωση ανέρχεται σε 5, περίπου, δις.	[458, 926, 629, 968]
paragraph: Αντί λοιπόν να προγραμματίζουν οι υπεύθυνοι της ΔΕΗ την μεταφορά και των τωρινών εγκαταστάσεων σε μακρυνή και ακατοίκητη περιοχή, όπως θά 'πρεπε, μελετούν την επέκτασή των, περιπλέκοντας ακόμη περισσότερο το πρόβλημα που ήδη υπάρχει. Μπορεί βέβαια η προτεινόμενη λύση να είναι πιο συμφέρουσα οικονομικά για την ΔΕΗ. Δεν είναι όμως η πιο συμφέρουσα για το λαό της πόλης μας.	[1373, 299, 1544, 491]
memorial-line: και παρακαλούμε τους τιμώντας την μνήμην του όπως παραστούν.	[115, 2103, 382, 2131]
subheading: Κυριακή	[155, 1011, 210, 1025]
memorial-notice	[456, 1494, 817, 1844]
